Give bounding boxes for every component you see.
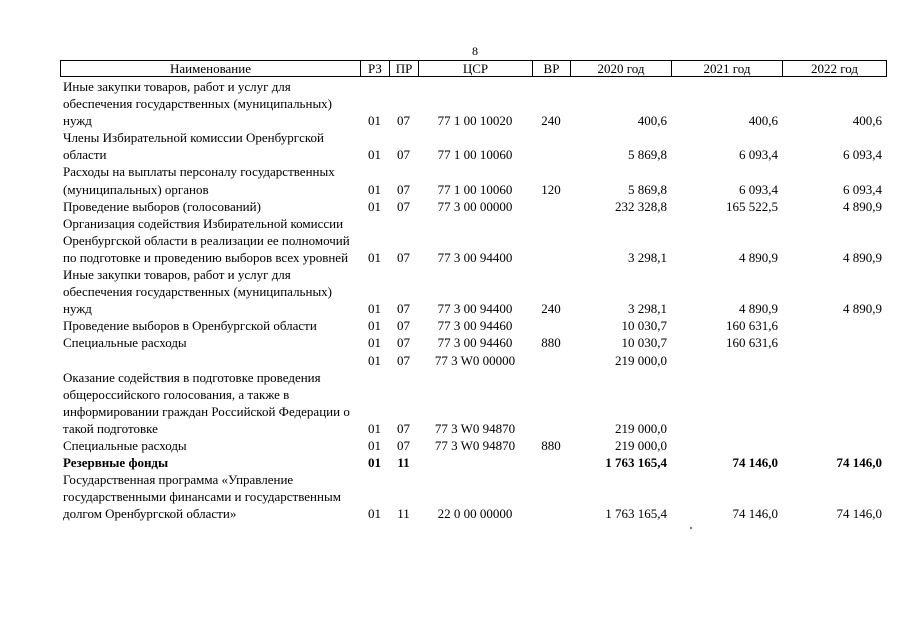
cell-2021: 74 146,0 [732,455,778,471]
cell-vr: 240 [541,113,561,129]
cell-pr: 11 [397,455,410,471]
cell-pr: 07 [397,335,410,351]
cell-2020: 10 030,7 [621,335,667,351]
cell-vr [532,352,570,369]
cell-2022 [782,369,886,437]
cell-2020: 5 869,8 [628,147,667,163]
page-number: 8 [472,44,478,58]
table-row [60,266,886,317]
cell-rz: 01 [368,301,381,317]
cell-2020: 10 030,7 [621,318,667,334]
table-row [60,198,886,215]
cell-2022: 6 093,4 [843,147,882,163]
table-row [60,215,886,266]
cell-pr: 07 [397,420,410,436]
cell-name: Расходы на выплаты персоналу государственных (муниципальных) органов [63,164,335,197]
header-2020: 2020 год [571,61,672,77]
cell-2021: 160 631,6 [726,335,778,351]
cell-vr [532,215,570,266]
cell-pr: 07 [397,318,410,334]
cell-rz: 01 [368,506,381,522]
cell-rz: 01 [368,198,381,214]
cell-rz: 01 [368,147,381,163]
cell-name: Специальные расходы [63,437,187,453]
cell-csr: 77 1 00 10060 [437,181,513,197]
cell-vr [532,317,570,334]
cell-2021: 165 522,5 [726,198,778,214]
cell-name: Организация содействия Избирательной комиссии Оренбургской области в реализации ее полномочий по подготовке и проведению выборов всех уровней [63,215,350,265]
cell-vr [532,198,570,215]
cell-csr: 77 3 00 94400 [437,301,513,317]
cell-2022 [782,352,886,369]
cell-2022 [782,317,886,334]
cell-csr: 77 3 00 94460 [437,318,513,334]
cell-2022 [782,334,886,351]
cell-2020: 400,6 [637,113,667,129]
cell-pr: 07 [397,113,410,129]
cell-2021: 6 093,4 [739,147,778,163]
cell-vr [532,369,570,437]
cell-name: Проведение выборов в Оренбургской области [63,318,317,334]
budget-table [60,78,886,522]
cell-2021 [671,352,782,369]
cell-2022: 400,6 [852,113,882,129]
table-row [60,471,886,522]
table-header [60,60,887,77]
cell-rz: 01 [368,437,381,453]
header-vr: ВР [533,61,571,77]
table-row [60,352,886,369]
cell-rz: 01 [368,455,381,471]
cell-2020: 219 000,0 [615,352,667,368]
table-row [60,437,886,454]
cell-vr [532,129,570,163]
cell-vr: 240 [541,301,561,317]
cell-csr: 77 1 00 10020 [437,113,513,129]
cell-pr: 07 [397,198,410,214]
cell-2021: 4 890,9 [739,301,778,317]
cell-pr: 07 [397,249,410,265]
header-rz: РЗ [361,61,390,77]
cell-name: Резервные фонды [63,455,169,471]
cell-rz: 01 [368,318,381,334]
header-csr: ЦСР [419,61,533,77]
cell-vr [532,454,570,471]
cell-2021: 4 890,9 [739,249,778,265]
cell-2021 [671,437,782,454]
cell-2022: 4 890,9 [843,198,882,214]
cell-rz: 01 [368,352,381,368]
cell-name: Иные закупки товаров, работ и услуг для обеспечения государственных (муниципальных) нужд [63,267,333,317]
cell-name: Проведение выборов (голосований) [63,198,261,214]
cell-rz: 01 [368,335,381,351]
table-row [60,317,886,334]
cell-csr: 77 3 W0 94870 [434,420,516,436]
cell-csr: 77 3 W0 94870 [434,437,516,453]
cell-vr [532,471,570,522]
cell-csr: 77 1 00 10060 [437,147,513,163]
cell-rz: 01 [368,113,381,129]
cell-name: Иные закупки товаров, работ и услуг для обеспечения государственных (муниципальных) нужд [63,79,333,129]
cell-name: Оказание содействия в подготовке проведения общероссийского голосования, а также в информировании граждан Российской Федерации о такой подготовке [63,369,350,436]
cell-csr: 77 3 00 94460 [437,335,513,351]
header-name: Наименование [61,61,361,77]
cell-2020: 3 298,1 [628,301,667,317]
cell-2022: 6 093,4 [843,181,882,197]
cell-2020: 1 763 165,4 [605,455,667,471]
table-row [60,78,886,129]
cell-rz: 01 [368,249,381,265]
cell-pr: 07 [397,437,410,453]
cell-2021 [671,369,782,437]
cell-2020: 219 000,0 [615,437,667,453]
cell-2022: 74 146,0 [836,506,882,522]
cell-2022 [782,437,886,454]
cell-2020: 1 763 165,4 [605,506,667,522]
cell-csr [418,454,532,471]
header-2022: 2022 год [783,61,887,77]
cell-2021: 6 093,4 [739,181,778,197]
table-row [60,163,886,197]
cell-csr: 22 0 00 00000 [437,506,513,522]
cell-vr: 880 [541,437,561,453]
cell-pr: 07 [397,301,410,317]
cell-2021: 400,6 [748,113,778,129]
table-row [60,454,886,471]
table-row [60,369,886,437]
cell-2021: 160 631,6 [726,318,778,334]
cell-rz: 01 [368,181,381,197]
table-row [60,334,886,351]
cell-csr: 77 3 00 00000 [437,198,513,214]
cell-pr: 07 [397,352,410,368]
cell-name: Члены Избирательной комиссии Оренбургской области [63,130,324,163]
cell-pr: 07 [397,181,410,197]
cell-pr: 07 [397,147,410,163]
cell-rz: 01 [368,420,381,436]
cell-name: Государственная программа «Управление государственными финансами и государственным долгом Оренбургской области» [63,472,341,522]
cell-name [60,352,360,369]
cell-2020: 5 869,8 [628,181,667,197]
cell-2020: 3 298,1 [628,249,667,265]
cell-2022: 74 146,0 [836,455,882,471]
cell-vr: 120 [541,181,561,197]
cell-csr: 77 3 W0 00000 [434,352,516,368]
header-2021: 2021 год [672,61,783,77]
cell-2021: 74 146,0 [732,506,778,522]
cell-2020: 232 328,8 [615,198,667,214]
cell-2022: 4 890,9 [843,301,882,317]
cell-vr: 880 [541,335,561,351]
header-pr: ПР [390,61,419,77]
cell-pr: 11 [397,506,410,522]
cell-name: Специальные расходы [63,335,187,351]
cell-csr: 77 3 00 94400 [437,249,513,265]
header-row [61,61,887,77]
cell-2022: 4 890,9 [843,249,882,265]
cell-2020: 219 000,0 [615,420,667,436]
scan-speck [690,527,692,529]
table-row [60,129,886,163]
